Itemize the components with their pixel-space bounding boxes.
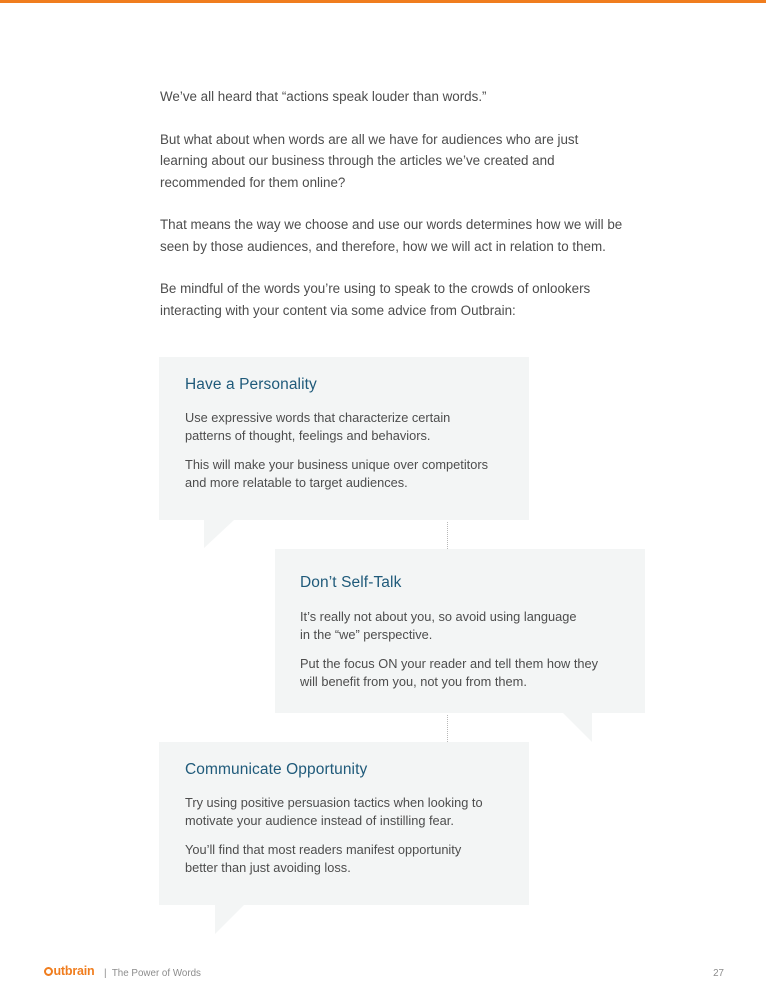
speech-bubble-tail	[204, 520, 234, 548]
intro-text	[160, 86, 640, 342]
card-title-self-talk: Don’t Self-Talk	[300, 574, 402, 591]
speech-bubble-opportunity	[159, 742, 529, 905]
logo-circle-icon	[44, 967, 53, 976]
card-title-opportunity: Communicate Opportunity	[185, 761, 368, 778]
outbrain-logo: utbrain	[44, 964, 94, 978]
dotted-connector	[447, 522, 448, 549]
speech-bubble-personality	[159, 357, 529, 520]
intro-paragraph-2: But what about when words are all we have for audiences who are just learning about our business through the articles we’ve created and recommended for them online?	[160, 131, 579, 190]
footer-doc-title: | The Power of Words	[104, 968, 201, 979]
card-paragraph-2: This will make your business unique over competitors and more relatable to target audiences.	[185, 457, 488, 490]
card-paragraph-1: Try using positive persuasion tactics when looking to motivate your audience instead of instilling fear.	[185, 795, 483, 828]
card-paragraph-2: Put the focus ON your reader and tell them how they will benefit from you, not you from them.	[300, 656, 599, 689]
speech-bubble-self-talk	[275, 549, 645, 713]
card-paragraph-1: It’s really not about you, so avoid using language in the “we” perspective.	[300, 609, 577, 642]
intro-paragraph-4: Be mindful of the words you’re using to speak to the crowds of onlookers interacting with your content via some advice from Outbrain:	[160, 281, 591, 318]
intro-paragraph-3: That means the way we choose and use our words determines how we will be seen by those audiences, and therefore, how we will act in relation to them.	[160, 217, 623, 254]
page-number: 27	[713, 968, 724, 979]
top-accent-bar	[0, 0, 766, 3]
speech-bubble-tail	[563, 713, 592, 742]
intro-paragraph-1: We’ve all heard that “actions speak louder than words.”	[160, 89, 487, 104]
speech-bubble-tail	[215, 905, 244, 934]
card-paragraph-1: Use expressive words that characterize certain patterns of thought, feelings and behaviors.	[185, 410, 451, 443]
page-footer	[44, 966, 724, 982]
card-paragraph-2: You’ll find that most readers manifest opportunity better than just avoiding loss.	[185, 842, 462, 875]
dotted-connector	[447, 715, 448, 742]
card-title-personality: Have a Personality	[185, 376, 317, 393]
